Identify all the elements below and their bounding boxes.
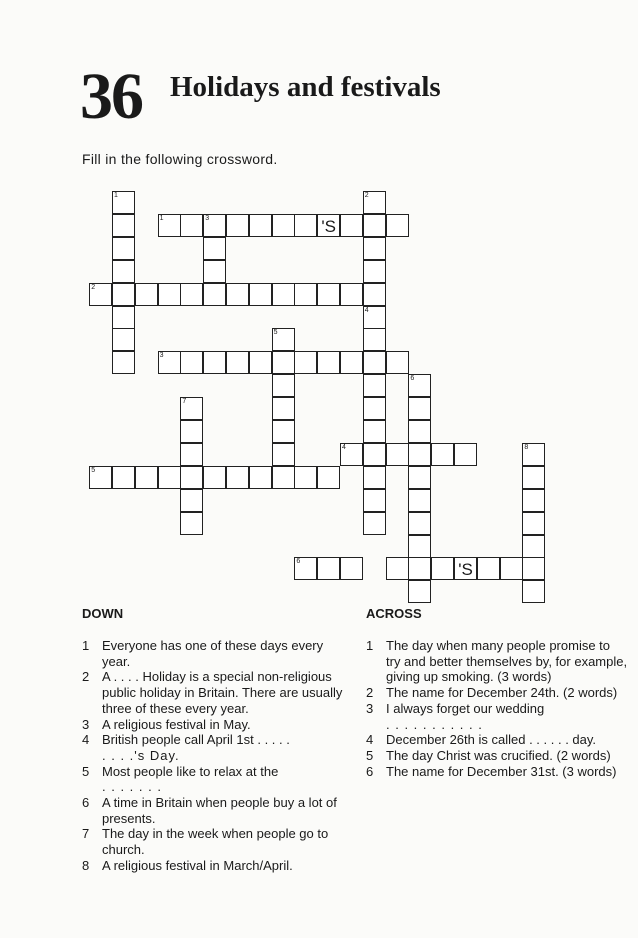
grid-cell[interactable]	[249, 283, 272, 306]
cell-letters: 'S	[321, 216, 336, 236]
down-clue	[82, 732, 354, 763]
grid-cell[interactable]	[203, 214, 226, 237]
clue-number: 2	[82, 669, 90, 685]
grid-cell[interactable]	[112, 260, 135, 283]
grid-cell[interactable]	[272, 466, 295, 489]
grid-cell[interactable]	[340, 351, 363, 374]
grid-cell[interactable]	[180, 351, 203, 374]
across-clues	[366, 638, 628, 779]
grid-cell[interactable]	[431, 443, 454, 466]
clue-blank: . . . . . . .	[102, 779, 162, 795]
clue-text: The day Christ was crucified. (2 words)	[386, 747, 611, 763]
grid-cell[interactable]	[203, 237, 226, 260]
grid-cell[interactable]	[89, 283, 112, 306]
instruction: Fill in the following crossword.	[82, 151, 278, 167]
grid-cell[interactable]	[249, 466, 272, 489]
cell-number: 5	[91, 466, 96, 474]
grid-cell[interactable]	[408, 557, 431, 580]
grid-cell[interactable]	[203, 283, 226, 306]
grid-cell[interactable]	[522, 443, 545, 466]
grid-cell[interactable]	[522, 466, 545, 489]
grid-cell[interactable]	[294, 466, 317, 489]
cell-number: 3	[159, 352, 164, 360]
clue-text: The day when many people promise to try and better themselves by, for example, giving up smoking. (3 words)	[386, 638, 628, 685]
clue-text: A . . . . Holiday is a special non-religious public holiday in Britain. There are usually three of these every year.	[102, 669, 343, 716]
grid-cell[interactable]	[112, 466, 135, 489]
clue-text: A religious festival in May.	[102, 716, 251, 732]
down-clue	[82, 826, 354, 857]
grid-cell[interactable]	[226, 466, 249, 489]
grid-cell[interactable]	[431, 557, 454, 580]
clue-blank: . . . . . . . . . . .	[386, 716, 483, 732]
grid-cell[interactable]	[408, 443, 431, 466]
grid-cell[interactable]	[408, 489, 431, 512]
grid-cell[interactable]	[363, 374, 386, 397]
cell-number: 2	[364, 192, 369, 199]
grid-cell[interactable]	[180, 397, 203, 420]
grid-cell[interactable]	[180, 214, 203, 237]
grid-cell[interactable]	[363, 260, 386, 283]
clue-text: Most people like to relax at the	[102, 763, 279, 779]
grid-cell[interactable]	[112, 283, 135, 306]
grid-cell[interactable]	[386, 214, 409, 237]
grid-cell[interactable]	[408, 374, 431, 397]
grid-cell[interactable]	[135, 283, 158, 306]
clue-number: 3	[366, 700, 374, 716]
clue-number: 1	[366, 638, 374, 653]
cell-number: 6	[296, 558, 301, 566]
grid-cell[interactable]	[180, 512, 203, 535]
cell-number: 5	[273, 329, 278, 337]
grid-cell[interactable]	[363, 237, 386, 260]
clue-number: 4	[82, 732, 90, 748]
down-clue	[82, 858, 354, 874]
grid-cell[interactable]	[522, 535, 545, 558]
cell-number: 7	[182, 398, 187, 406]
grid-cell[interactable]	[317, 283, 340, 306]
clue-number: 6	[82, 795, 90, 811]
grid-cell[interactable]	[408, 420, 431, 443]
down-clue	[82, 795, 354, 826]
cell-number: 2	[91, 283, 96, 291]
grid-cell[interactable]	[454, 443, 477, 466]
down-heading: DOWN	[82, 606, 124, 621]
grid-cell[interactable]	[522, 489, 545, 512]
grid-cell[interactable]	[454, 557, 477, 580]
unit-title: Holidays and festivals	[170, 71, 441, 103]
grid-cell[interactable]	[386, 557, 409, 580]
grid-cell[interactable]	[272, 283, 295, 306]
grid-cell[interactable]	[180, 443, 203, 466]
grid-cell[interactable]	[180, 466, 203, 489]
clue-number: 7	[82, 826, 90, 842]
clue-text: A time in Britain when people buy a lot of presents.	[102, 795, 337, 826]
grid-cell[interactable]	[340, 214, 363, 237]
cell-number: 1	[159, 214, 164, 222]
cell-number: 4	[342, 443, 346, 451]
clue-text: British people call April 1st . . . . .	[102, 732, 290, 748]
grid-cell[interactable]	[408, 580, 431, 603]
grid-cell[interactable]	[89, 466, 112, 489]
down-clues	[82, 638, 354, 874]
across-heading: ACROSS	[366, 606, 422, 621]
grid-cell[interactable]	[522, 512, 545, 535]
grid-cell[interactable]	[180, 283, 203, 306]
clue-number: 2	[366, 685, 374, 701]
clue-number: 8	[82, 857, 90, 873]
grid-cell[interactable]	[203, 351, 226, 374]
grid-cell[interactable]	[294, 557, 317, 580]
grid-cell[interactable]	[272, 351, 295, 374]
grid-cell[interactable]	[363, 512, 386, 535]
grid-cell[interactable]	[203, 260, 226, 283]
down-clue	[82, 638, 354, 669]
grid-cell[interactable]	[363, 191, 386, 214]
grid-cell[interactable]	[363, 328, 386, 351]
grid-cell[interactable]	[408, 512, 431, 535]
grid-cell[interactable]	[340, 443, 363, 466]
grid-cell[interactable]	[386, 351, 409, 374]
grid-cell[interactable]	[363, 466, 386, 489]
clue-text: A religious festival in March/April.	[102, 857, 293, 873]
grid-cell[interactable]	[180, 489, 203, 512]
grid-cell[interactable]	[112, 328, 135, 351]
grid-cell[interactable]	[158, 214, 181, 237]
clue-text: The day in the week when people go to church.	[102, 826, 329, 858]
clue-number: 3	[82, 716, 90, 732]
grid-cell[interactable]	[112, 191, 135, 214]
grid-cell[interactable]	[249, 351, 272, 374]
grid-cell[interactable]	[158, 283, 181, 306]
clue-number: 6	[366, 763, 374, 779]
grid-cell[interactable]	[112, 214, 135, 237]
grid-cell[interactable]	[363, 306, 386, 329]
grid-cell[interactable]	[317, 214, 340, 237]
across-clue	[366, 748, 628, 764]
grid-cell[interactable]	[363, 283, 386, 306]
grid-cell[interactable]	[340, 557, 363, 580]
grid-cell[interactable]	[294, 214, 317, 237]
cell-number: 4	[364, 306, 369, 314]
grid-cell[interactable]	[272, 443, 295, 466]
grid-cell[interactable]	[363, 443, 386, 466]
grid-cell[interactable]	[226, 351, 249, 374]
grid-cell[interactable]	[408, 397, 431, 420]
clue-number: 5	[366, 747, 374, 763]
cell-number: 3	[205, 214, 210, 222]
down-clue	[82, 764, 354, 795]
grid-cell[interactable]	[272, 214, 295, 237]
grid-cell[interactable]	[363, 351, 386, 374]
grid-cell[interactable]	[317, 466, 340, 489]
across-clue	[366, 685, 628, 701]
grid-cell[interactable]	[386, 443, 409, 466]
across-clue	[366, 701, 628, 732]
grid-cell[interactable]	[203, 466, 226, 489]
grid-cell[interactable]	[226, 214, 249, 237]
clue-text: The name for December 31st. (3 words)	[386, 763, 617, 779]
grid-cell[interactable]	[158, 351, 181, 374]
grid-cell[interactable]	[522, 557, 545, 580]
across-clue	[366, 732, 628, 748]
grid-cell[interactable]	[158, 466, 181, 489]
clue-blank: . . . .'s Day.	[102, 747, 180, 763]
cell-letters: 'S	[458, 560, 473, 580]
grid-cell[interactable]	[294, 351, 317, 374]
grid-cell[interactable]	[249, 214, 272, 237]
grid-cell[interactable]	[135, 466, 158, 489]
clue-text: The name for December 24th. (2 words)	[386, 685, 618, 701]
clue-number: 5	[82, 763, 90, 779]
grid-cell[interactable]	[294, 283, 317, 306]
grid-cell[interactable]	[317, 557, 340, 580]
grid-cell[interactable]	[477, 557, 500, 580]
grid-cell[interactable]	[226, 283, 249, 306]
grid-cell[interactable]	[522, 580, 545, 603]
grid-cell[interactable]	[272, 397, 295, 420]
clue-number: 1	[82, 638, 90, 653]
grid-cell[interactable]	[408, 466, 431, 489]
down-clue	[82, 717, 354, 733]
clue-text: I always forget our wedding	[386, 700, 545, 716]
clue-text: December 26th is called . . . . . . day.	[386, 732, 597, 748]
grid-cell[interactable]	[272, 420, 295, 443]
grid-cell[interactable]	[363, 214, 386, 237]
cell-number: 6	[410, 375, 415, 383]
clue-number: 4	[366, 732, 374, 748]
grid-cell[interactable]	[363, 489, 386, 512]
cell-number: 1	[114, 192, 118, 199]
grid-cell[interactable]	[112, 306, 135, 329]
clue-text: Everyone has one of these days every year.	[102, 638, 324, 669]
cell-number: 8	[524, 443, 529, 451]
across-clue	[366, 764, 628, 780]
grid-cell[interactable]	[340, 283, 363, 306]
grid-cell[interactable]	[112, 351, 135, 374]
grid-cell[interactable]	[500, 557, 523, 580]
grid-cell[interactable]	[272, 374, 295, 397]
down-clue	[82, 669, 354, 716]
grid-cell[interactable]	[180, 420, 203, 443]
grid-cell[interactable]	[112, 237, 135, 260]
grid-cell[interactable]	[408, 535, 431, 558]
across-clue	[366, 638, 628, 685]
grid-cell[interactable]	[272, 328, 295, 351]
grid-cell[interactable]	[317, 351, 340, 374]
grid-cell[interactable]	[363, 420, 386, 443]
grid-cell[interactable]	[363, 397, 386, 420]
unit-number: 36	[80, 60, 142, 133]
